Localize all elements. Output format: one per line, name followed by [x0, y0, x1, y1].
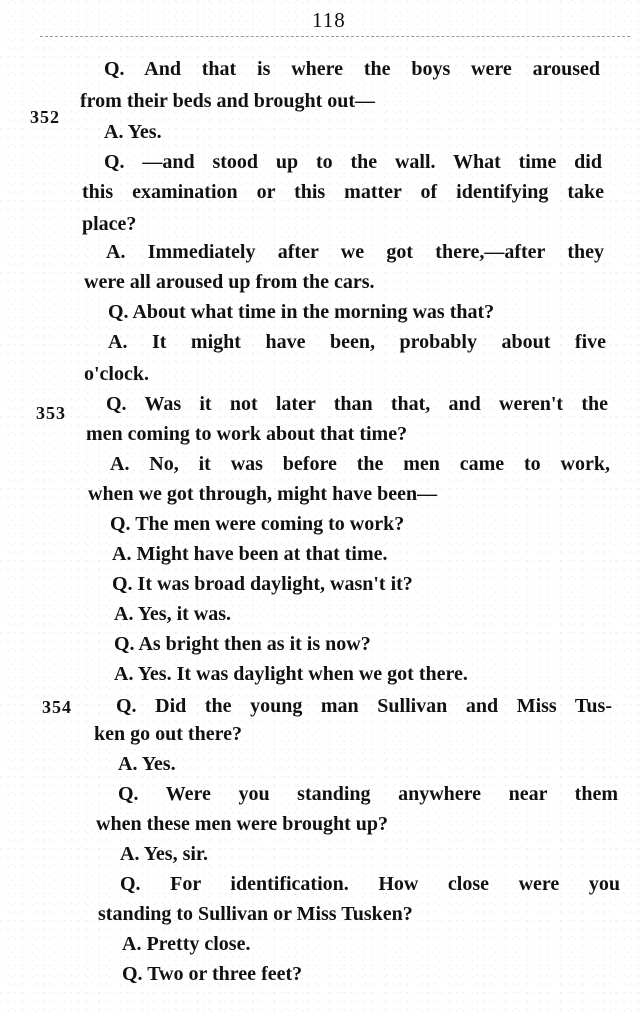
text-line: this examination or this matter of identifying take: [82, 181, 604, 203]
text-line: from their beds and brought out—: [80, 90, 376, 112]
text-line: Q. —and stood up to the wall. What time did: [104, 151, 602, 173]
text-line: A. Yes, it was.: [114, 603, 232, 625]
text-line: Q. As bright then as it is now?: [114, 633, 371, 655]
text-line: A. It might have been, probably about five: [108, 331, 606, 353]
text-line: place?: [82, 213, 137, 235]
text-line: Q. About what time in the morning was that?: [108, 301, 495, 323]
text-line: Q. Two or three feet?: [122, 963, 303, 985]
text-line: Q. Were you standing anywhere near them: [118, 783, 618, 805]
text-line: when these men were brought up?: [96, 813, 389, 835]
text-line: A. Yes. It was daylight when we got there.: [114, 663, 468, 685]
header-divider: [40, 36, 630, 37]
text-line: standing to Sullivan or Miss Tusken?: [98, 903, 413, 925]
text-line: Q. It was broad daylight, wasn't it?: [112, 573, 413, 595]
text-line: Q. Was it not later than that, and weren't the: [106, 393, 608, 415]
text-line: A. Yes, sir.: [120, 843, 208, 865]
text-line: A. Yes.: [104, 121, 162, 143]
text-line: Q. And that is where the boys were aroused: [104, 58, 600, 80]
text-line: A. Immediately after we got there,—after they: [106, 241, 604, 263]
text-line: ken go out there?: [94, 723, 242, 745]
text-line: o'clock.: [84, 363, 149, 385]
page-number: 118: [312, 8, 346, 32]
text-line: Q. For identification. How close were you: [120, 873, 620, 895]
text-line: A. Might have been at that time.: [112, 543, 388, 565]
text-line: A. Yes.: [118, 753, 176, 775]
margin-number-353: 353: [36, 403, 66, 423]
text-line: A. No, it was before the men came to work,: [110, 453, 610, 475]
text-line: Q. Did the young man Sullivan and Miss Tus-: [116, 695, 612, 717]
margin-number-352: 352: [30, 107, 60, 127]
text-line: were all aroused up from the cars.: [84, 271, 375, 293]
text-line: Q. The men were coming to work?: [110, 513, 405, 535]
margin-number-354: 354: [42, 697, 72, 717]
text-line: when we got through, might have been—: [88, 483, 438, 505]
text-line: men coming to work about that time?: [86, 423, 408, 445]
text-line: A. Pretty close.: [122, 933, 251, 955]
